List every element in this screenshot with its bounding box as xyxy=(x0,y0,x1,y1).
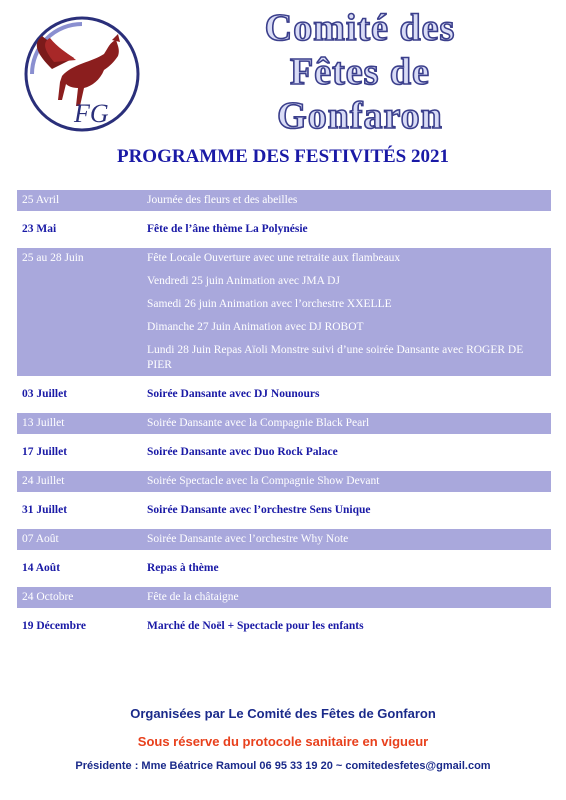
event-row xyxy=(17,500,551,521)
event-description xyxy=(145,248,551,376)
event-line: Soirée Dansante avec la Compagnie Black Pearl xyxy=(147,417,370,429)
contact-line: Présidente : Mme Béatrice Ramoul 06 95 33 19 20 ~ comitedesfetes@gmail.com xyxy=(75,760,491,772)
event-description xyxy=(145,190,551,211)
event-description xyxy=(145,413,551,434)
pegasus-logo-icon xyxy=(22,14,142,134)
sanitary-notice: Sous réserve du protocole sanitaire en vigueur xyxy=(137,734,429,749)
event-row xyxy=(17,442,551,463)
event-description xyxy=(145,500,551,521)
event-date: 23 Mai xyxy=(22,223,57,235)
event-row xyxy=(17,190,551,211)
event-line: Fête de la châtaigne xyxy=(147,591,239,603)
event-line: Dimanche 27 Juin Animation avec DJ ROBOT xyxy=(147,321,364,333)
event-date: 24 Juillet xyxy=(22,475,65,487)
organizer-line: Organisées par Le Comité des Fêtes de Gonfaron xyxy=(130,706,436,721)
event-description xyxy=(145,558,551,579)
row-gap xyxy=(17,550,551,558)
event-description xyxy=(145,587,551,608)
event-row xyxy=(17,558,551,579)
event-line: Fête de l’âne thème La Polynésie xyxy=(147,223,308,235)
event-row xyxy=(17,529,551,550)
program-title: PROGRAMME DES FESTIVITÉS 2021 xyxy=(116,146,450,167)
event-line: Soirée Dansante avec Duo Rock Palace xyxy=(147,446,338,458)
event-description xyxy=(145,471,551,492)
event-line: Samedi 26 juin Animation avec l’orchestre XXELLE xyxy=(147,298,392,310)
event-date: 31 Juillet xyxy=(22,504,68,516)
row-gap xyxy=(17,211,551,219)
event-date: 25 Avril xyxy=(22,194,60,206)
logo-initials: FG xyxy=(74,99,109,128)
event-line: Soirée Spectacle avec la Compagnie Show Devant xyxy=(147,475,380,487)
event-date: 14 Août xyxy=(22,562,61,574)
event-line: Lundi 28 Juin Repas Aïoli Monstre suivi d’une soirée Dansante avec ROGER DE PIER xyxy=(147,344,524,371)
event-line: Fête Locale Ouverture avec une retraite aux flambeaux xyxy=(147,252,401,264)
event-description xyxy=(145,219,551,240)
row-gap xyxy=(17,608,551,616)
event-row xyxy=(17,384,551,405)
row-gap xyxy=(17,463,551,471)
event-line: Vendredi 25 juin Animation avec JMA DJ xyxy=(147,275,340,287)
row-gap xyxy=(17,434,551,442)
event-date: 07 Août xyxy=(22,533,59,545)
event-date: 03 Juillet xyxy=(22,388,68,400)
event-row xyxy=(17,248,551,376)
event-date: 13 Juillet xyxy=(22,417,65,429)
event-row xyxy=(17,616,551,637)
event-row xyxy=(17,587,551,608)
events-table xyxy=(17,190,551,637)
event-date: 24 Octobre xyxy=(22,591,74,603)
event-line: Soirée Dansante avec l’orchestre Sens Unique xyxy=(147,504,371,516)
event-date: 17 Juillet xyxy=(22,446,68,458)
row-gap xyxy=(17,521,551,529)
event-row xyxy=(17,413,551,434)
event-description xyxy=(145,442,551,463)
event-description xyxy=(145,616,551,637)
title-line-1: Comité des xyxy=(264,7,456,49)
event-line: Repas à thème xyxy=(147,562,219,574)
event-date: 19 Décembre xyxy=(22,620,86,632)
event-row xyxy=(17,471,551,492)
committee-title xyxy=(160,6,560,138)
event-date: 25 au 28 Juin xyxy=(22,252,84,264)
event-description xyxy=(145,384,551,405)
event-line: Soirée Dansante avec DJ Nounours xyxy=(147,388,320,400)
row-gap xyxy=(17,376,551,384)
row-gap xyxy=(17,405,551,413)
event-line: Marché de Noël + Spectacle pour les enfants xyxy=(147,620,364,632)
title-line-3: Gonfaron xyxy=(277,95,443,137)
event-row xyxy=(17,219,551,240)
row-gap xyxy=(17,579,551,587)
event-line: Soirée Dansante avec l’orchestre Why Note xyxy=(147,533,349,545)
row-gap xyxy=(17,492,551,500)
row-gap xyxy=(17,240,551,248)
event-line: Journée des fleurs et des abeilles xyxy=(147,194,298,206)
event-description xyxy=(145,529,551,550)
title-line-2: Fêtes de xyxy=(290,51,430,93)
